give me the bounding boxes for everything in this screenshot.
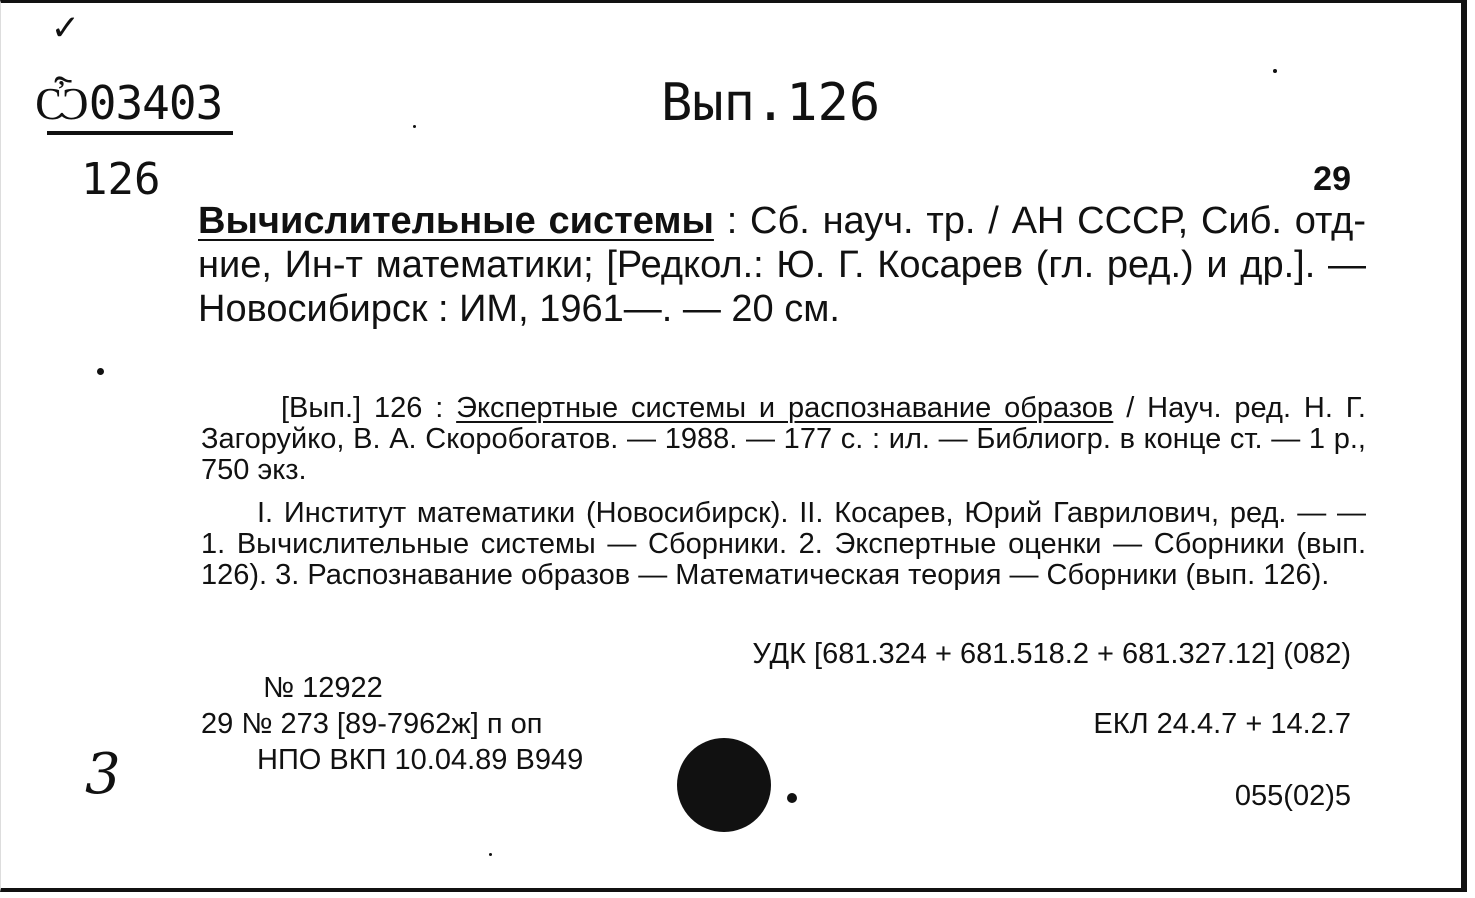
ink-dot — [489, 853, 492, 856]
volume-rest: / Науч. ред. Н. Г. Загоруйко, В. А. Скоробогатов. — 1988. — 177 с. : ил. — Библиогр. в конце ст. — 1 р., 750 экз. — [201, 392, 1366, 486]
volume-number: 126 — [81, 154, 161, 205]
title-main: Вычислительные системы — [198, 200, 714, 242]
inventory-number: Ѽ03403 — [34, 76, 223, 130]
handwritten-mark: 3 — [85, 742, 121, 807]
card-number: 29 — [1313, 160, 1351, 198]
inventory-underline — [47, 131, 233, 135]
ekl-line: ЕКЛ 24.4.7 + 14.2.7 — [1093, 708, 1351, 740]
code-line: 055(02)5 — [1234, 780, 1351, 812]
ink-dot — [1273, 69, 1277, 73]
udc-line: УДК [681.324 + 681.518.2 + 681.327.12] (082) — [752, 638, 1351, 670]
ink-dot — [97, 368, 104, 375]
publisher-line: НПО ВКП 10.04.89 В949 — [257, 744, 584, 776]
issue-header: Вып.126 — [661, 73, 881, 133]
checkmark-icon: ✓ — [53, 4, 78, 50]
subject-headings: I. Институт математики (Новосибирск). II. Косарев, Юрий Гаврилович, ред. — — 1. Вычислительные системы — Сборники. 2. Экспертные оценки — Сборники (вып. 126). 3. Распознавание образов — Математическая теория — Сборники (вып. 126). — [201, 497, 1366, 591]
record-number: № 12922 — [263, 672, 383, 704]
ink-dot — [787, 793, 797, 803]
main-entry — [198, 199, 1366, 331]
volume-subtitle: Экспертные системы и распознавание образов — [456, 392, 1114, 424]
order-line: 29 № 273 [89-7962ж] п оп — [201, 708, 543, 740]
ink-dot — [413, 125, 416, 128]
main-entry-rest: : Сб. науч. тр. / АН СССР, Сиб. отд-ние, Ин-т математики; [Редкол.: Ю. Г. Косарев (гл. ред.) и др.]. — Новосибирск : ИМ, 1961—. — 20 см. — [198, 200, 1366, 330]
ink-blot — [677, 738, 771, 832]
volume-prefix: [Вып.] 126 : — [281, 392, 457, 424]
volume-entry — [201, 393, 1366, 486]
